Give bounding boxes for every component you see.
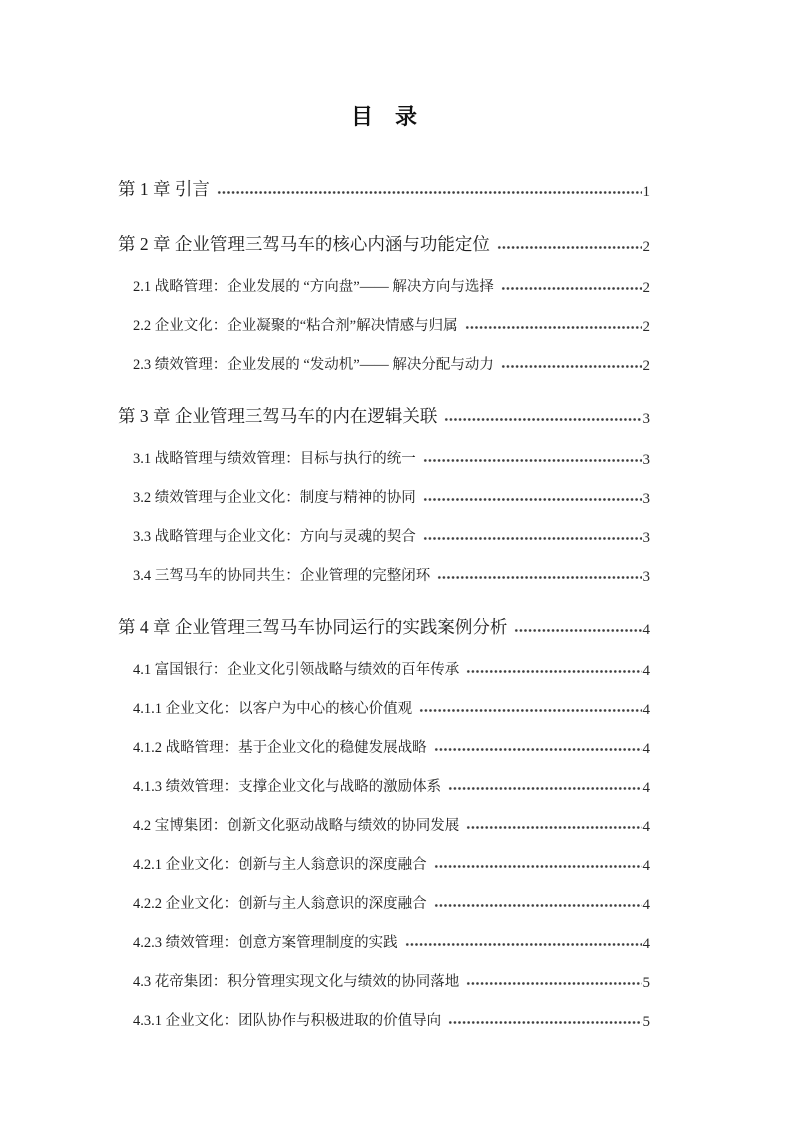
toc-entry-page: 2 — [642, 319, 650, 335]
toc-entry-label: 2.2 企业文化：企业凝聚的“粘合剂”解决情感与归属 — [133, 318, 458, 334]
toc-entry-page: 3 — [642, 452, 650, 468]
toc-entry-3-1[interactable] — [118, 449, 650, 470]
dot-leader — [419, 704, 641, 717]
toc-entry-page: 2 — [642, 239, 650, 255]
dot-leader — [423, 532, 642, 545]
toc-entry-label: 4.1.3 绩效管理：支撑企业文化与战略的激励体系 — [133, 779, 442, 795]
toc-entry-4-2[interactable] — [118, 816, 650, 837]
toc-entry-chapter-4[interactable] — [118, 615, 650, 640]
toc-entry-page: 4 — [642, 663, 650, 679]
toc-entry-page: 3 — [642, 491, 650, 507]
dot-leader — [514, 624, 641, 637]
toc-entry-4-2-1[interactable] — [118, 855, 650, 876]
toc-entry-chapter-1[interactable] — [118, 177, 650, 202]
dot-leader — [466, 821, 641, 834]
toc-entry-chapter-3[interactable] — [118, 404, 650, 429]
toc-entry-4-1-1[interactable] — [118, 699, 650, 720]
toc-entry-4-3-1[interactable] — [118, 1011, 650, 1032]
toc-entry-label: 2.3 绩效管理：企业发展的 “发动机”—— 解决分配与动力 — [133, 357, 494, 373]
toc-entry-4-2-2[interactable] — [118, 894, 650, 915]
dot-leader — [448, 1016, 641, 1029]
toc-entry-page: 4 — [642, 780, 650, 796]
toc-entry-label: 3.2 绩效管理与企业文化：制度与精神的协同 — [133, 490, 416, 506]
toc-entry-label: 3.3 战略管理与企业文化：方向与灵魂的契合 — [133, 529, 416, 545]
toc-entry-4-3[interactable] — [118, 972, 650, 993]
toc-entry-page: 3 — [642, 569, 650, 585]
toc-entry-label: 4.1.1 企业文化：以客户为中心的核心价值观 — [133, 701, 413, 717]
toc-entry-label: 4.2.2 企业文化：创新与主人翁意识的深度融合 — [133, 896, 427, 912]
toc-entry-label: 4.1 富国银行：企业文化引领战略与绩效的百年传承 — [133, 662, 460, 678]
toc-entry-page: 4 — [642, 897, 650, 913]
dot-leader — [448, 782, 641, 795]
dot-leader — [434, 743, 642, 756]
toc-entry-page: 4 — [642, 819, 650, 835]
table-of-contents — [118, 167, 650, 1050]
toc-entry-page: 3 — [642, 411, 650, 427]
toc-entry-2-3[interactable] — [118, 355, 650, 376]
toc-entry-label: 2.1 战略管理：企业发展的 “方向盘”—— 解决方向与选择 — [133, 279, 494, 295]
toc-entry-page: 4 — [642, 858, 650, 874]
toc-entry-page: 4 — [642, 622, 650, 638]
dot-leader — [423, 493, 642, 506]
toc-entry-label: 第 3 章 企业管理三驾马车的内在逻辑关联 — [118, 406, 438, 426]
toc-entry-label: 3.1 战略管理与绩效管理：目标与执行的统一 — [133, 451, 416, 467]
dot-leader — [423, 454, 642, 467]
toc-entry-page: 5 — [642, 1014, 650, 1030]
toc-entry-page: 4 — [642, 741, 650, 757]
toc-entry-4-1-3[interactable] — [118, 777, 650, 798]
toc-entry-label: 4.2 宝博集团：创新文化驱动战略与绩效的协同发展 — [133, 818, 460, 834]
toc-entry-label: 3.4 三驾马车的协同共生：企业管理的完整闭环 — [133, 568, 431, 584]
dot-leader — [497, 241, 642, 254]
toc-entry-label: 4.3 花帝集团：积分管理实现文化与绩效的协同落地 — [133, 974, 460, 990]
toc-entry-page: 3 — [642, 530, 650, 546]
toc-entry-2-1[interactable] — [118, 277, 650, 298]
dot-leader — [501, 282, 642, 295]
toc-entry-label: 第 1 章 引言 — [118, 179, 210, 199]
dot-leader — [434, 899, 642, 912]
dot-leader — [217, 186, 642, 199]
dot-leader — [434, 860, 642, 873]
toc-entry-3-2[interactable] — [118, 488, 650, 509]
page-title: 目 录 — [350, 104, 417, 129]
toc-entry-label: 第 2 章 企业管理三驾马车的核心内涵与功能定位 — [118, 234, 490, 254]
dot-leader — [465, 321, 642, 334]
toc-entry-page: 4 — [642, 702, 650, 718]
toc-entry-label: 4.3.1 企业文化：团队协作与积极进取的价值导向 — [133, 1013, 442, 1029]
toc-entry-4-2-3[interactable] — [118, 933, 650, 954]
toc-entry-page: 2 — [642, 280, 650, 296]
toc-entry-3-3[interactable] — [118, 527, 650, 548]
dot-leader — [466, 665, 641, 678]
dot-leader — [501, 360, 642, 373]
toc-entry-4-1-2[interactable] — [118, 738, 650, 759]
toc-entry-page: 5 — [642, 975, 650, 991]
toc-entry-label: 4.1.2 战略管理：基于企业文化的稳健发展战略 — [133, 740, 427, 756]
toc-entry-page: 4 — [642, 936, 650, 952]
toc-entry-label: 第 4 章 企业管理三驾马车协同运行的实践案例分析 — [118, 617, 508, 637]
dot-leader — [405, 938, 642, 951]
toc-entry-label: 4.2.1 企业文化：创新与主人翁意识的深度融合 — [133, 857, 427, 873]
toc-entry-2-2[interactable] — [118, 316, 650, 337]
toc-entry-page: 2 — [642, 358, 650, 374]
dot-leader — [444, 413, 641, 426]
dot-leader — [466, 977, 641, 990]
toc-entry-chapter-2[interactable] — [118, 232, 650, 257]
toc-entry-3-4[interactable] — [118, 566, 650, 587]
dot-leader — [437, 571, 641, 584]
toc-entry-4-1[interactable] — [118, 660, 650, 681]
toc-entry-page: 1 — [642, 184, 650, 200]
toc-entry-label: 4.2.3 绩效管理：创意方案管理制度的实践 — [133, 935, 398, 951]
